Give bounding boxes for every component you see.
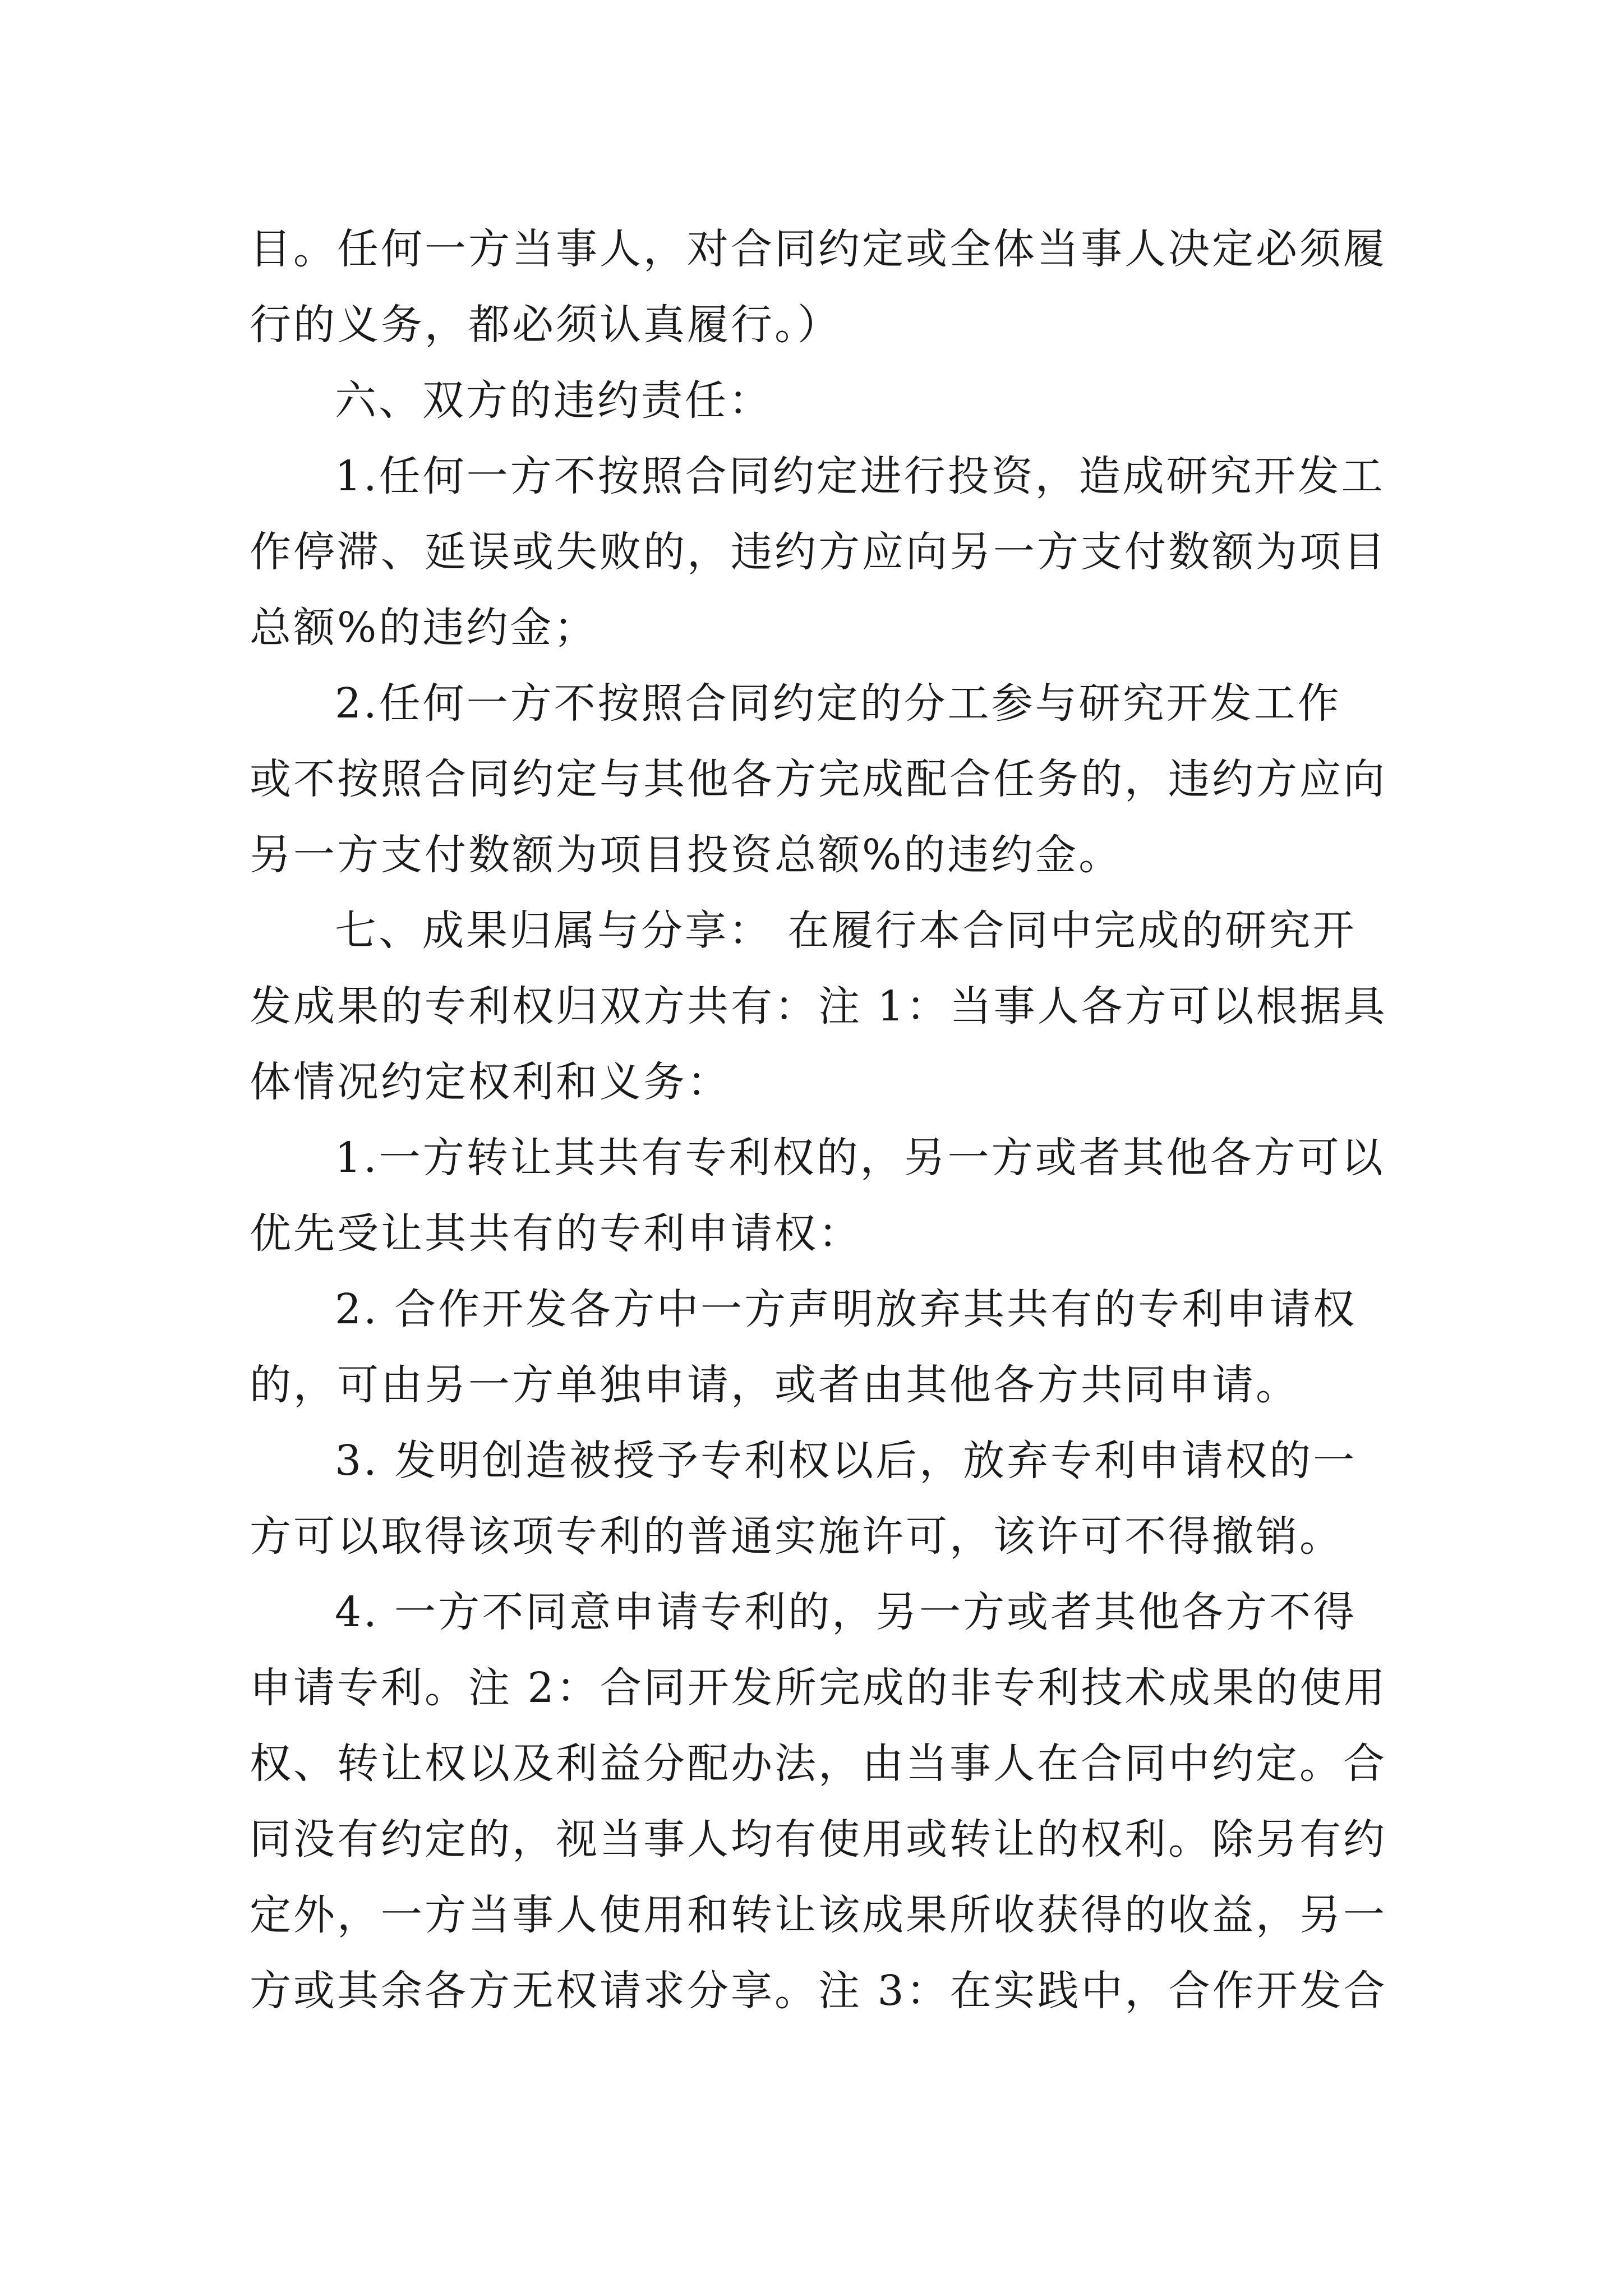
text-line-4: 1.任何一方不按照合同约定进行投资，造成研究开发工 bbox=[335, 452, 1385, 500]
text-line-9: 另一方支付数额为项目投资总额%的违约金。 bbox=[250, 831, 1123, 879]
text-line-15: 2. 合作开发各方中一方声明放弃其共有的专利申请权 bbox=[335, 1285, 1357, 1333]
text-line-8: 或不按照合同约定与其他各方完成配合任务的，违约方应向 bbox=[250, 755, 1387, 803]
section-heading-liability: 六、双方的违约责任： bbox=[335, 376, 772, 425]
text-line-22: 同没有约定的，视当事人均有使用或转让的权利。除另有约 bbox=[250, 1815, 1387, 1864]
text-line-16: 的，可由另一方单独申请，或者由其他各方共同申请。 bbox=[250, 1361, 1299, 1409]
text-line-2: 行的义务，都必须认真履行。） bbox=[250, 301, 841, 349]
text-line-12: 体情况约定权利和义务： bbox=[250, 1058, 731, 1106]
section-heading-ownership: 七、成果归属与分享： 在履行本合同中完成的研究开 bbox=[335, 907, 1357, 955]
text-line-11: 发成果的专利权归双方共有：注 1：当事人各方可以根据具 bbox=[250, 982, 1387, 1030]
text-line-5: 作停滞、延误或失败的，违约方应向另一方支付数额为项目 bbox=[250, 528, 1387, 576]
text-line-24: 方或其余各方无权请求分享。注 3：在实践中，合作开发合 bbox=[250, 1967, 1387, 2015]
text-line-20: 申请专利。注 2：合同开发所完成的非专利技术成果的使用 bbox=[250, 1664, 1387, 1712]
text-line-19: 4. 一方不同意申请专利的，另一方或者其他各方不得 bbox=[335, 1588, 1357, 1636]
text-line-7: 2.任何一方不按照合同约定的分工参与研究开发工作 bbox=[335, 679, 1341, 728]
text-line-1: 目。任何一方当事人，对合同约定或全体当事人决定必须履 bbox=[250, 225, 1387, 273]
text-line-23: 定外，一方当事人使用和转让该成果所收获得的收益，另一 bbox=[250, 1891, 1387, 1939]
text-line-6: 总额%的违约金； bbox=[250, 604, 598, 652]
text-line-17: 3. 发明创造被授予专利权以后，放弃专利申请权的一 bbox=[335, 1437, 1357, 1485]
text-line-21: 权、转让权以及利益分配办法，由当事人在合同中约定。合 bbox=[250, 1740, 1387, 1788]
text-line-13: 1.一方转让其共有专利权的，另一方或者其他各方可以 bbox=[335, 1134, 1385, 1182]
text-line-18: 方可以取得该项专利的普通实施许可，该许可不得撤销。 bbox=[250, 1512, 1343, 1561]
text-line-14: 优先受让其共有的专利申请权： bbox=[250, 1209, 862, 1258]
